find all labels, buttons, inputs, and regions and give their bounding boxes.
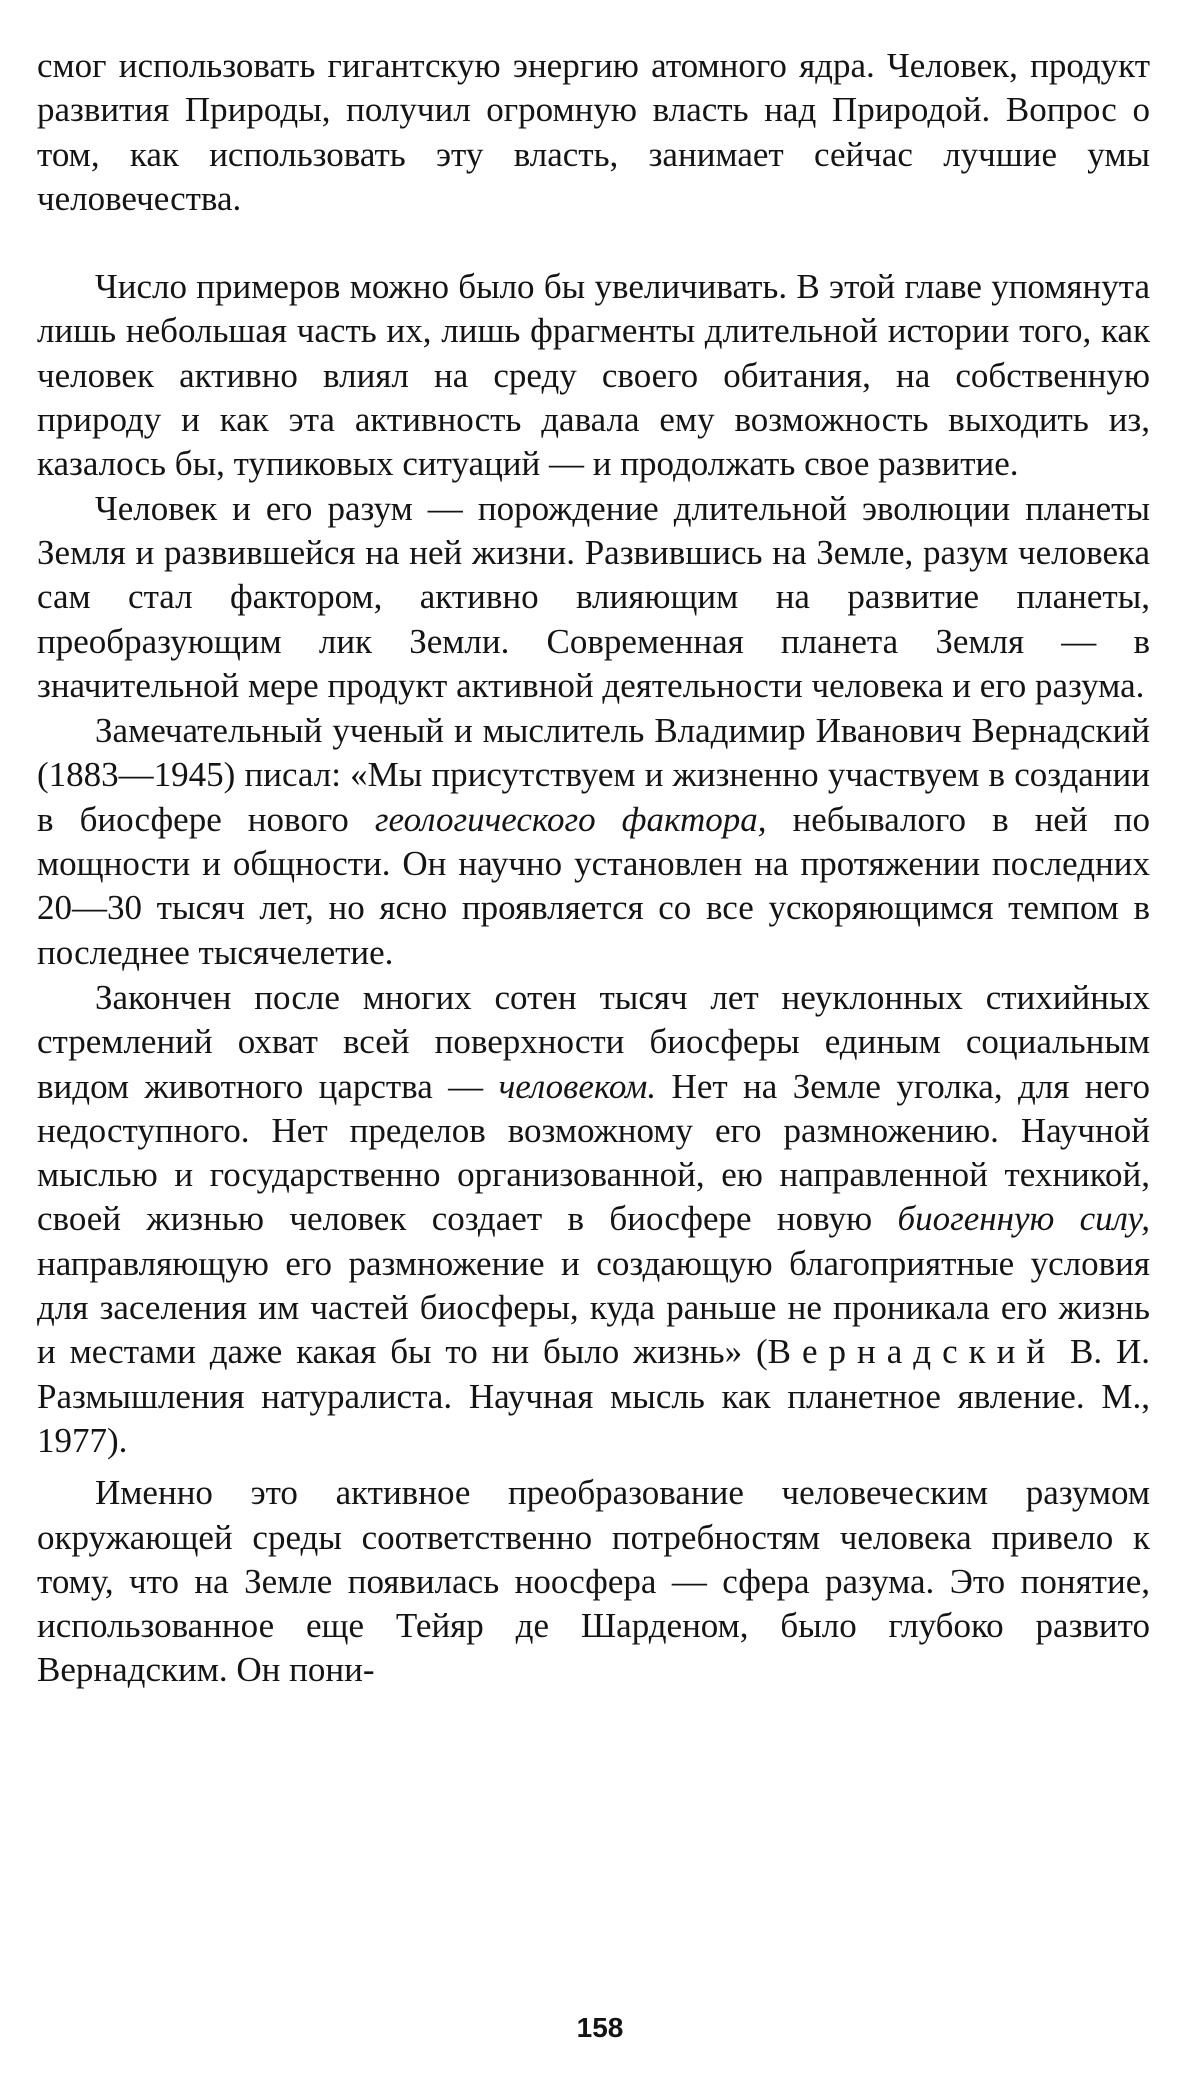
emphasis-biogenic-force: биогенную силу, [897,1199,1151,1239]
emphasis-geological-factor: геологического фактора, [374,799,767,839]
paragraph-quote-continuation [37,976,1150,1463]
quote-text: направляющую его размножение и создающую благоприятные условия для заселения им частей биосферы, куда раньше не проникала его жизнь и местами даже какая бы то ни было жизнь» ( [37,1243,1150,1372]
paragraph-continuation: смог использовать гигантскую энергию атомного ядра. Человек, продукт развития Природы, получил огромную власть над Природой. Вопрос о том, как использовать эту власть, занимает сейчас лучшие умы человечества. [37,46,1150,218]
paragraph-vernadsky-quote [37,709,1150,975]
paragraph-examples: Число примеров можно было бы увеличивать. В этой главе упомянута лишь небольшая часть их, лишь фрагменты длительной истории того, как человек активно влиял на среду своего обитания, на собственную природу и как эта активность давала ему возможность выходить из, казалось бы, тупиковых ситуаций — и продолжать свое развитие. [37,267,1150,484]
quote-text: небывалого в ней по мощности и общности. Он научно установлен на протяжении последних 20—30 тысяч лет, но ясно проявляется со все ускоряющимся темпом в последнее тысячелетие. [37,799,1151,972]
page-number: 158 [576,2012,624,2043]
quote-text: Закончен после многих сотен тысяч лет неуклонных стихийных стремлений охват всей поверхности биосферы единым социальным видом животного царства — [37,977,1150,1106]
paragraph-human-mind: Человек и его разум — порождение длительной эволюции планеты Земля и развившейся на ней жизни. Развившись на Земле, разум человека сам стал фактором, активно влияющим на развитие планеты, преобразующим лик Земли. Современная планета Земля — в значительной мере продукт активной деятельности человека и его разума. [37,488,1150,705]
emphasis-human: человеком. [498,1066,657,1106]
paragraph-gap [37,221,1150,265]
quote-text: Замечательный ученый и мыслитель Владимир Иванович Вернадский (1883—1945) писал: «Мы присутствуем и жизненно участвуем в создании в биосфере нового [37,711,1150,839]
citation-author: Вернадский [767,1332,1057,1372]
quote-text: Нет на Земле уголка, для него недоступного. Нет пределов возможному его размножению. Научной мыслью и государственно организованной, ею направленной техникой, своей жизнью человек создает в биосфере новую [37,1066,1150,1239]
citation-source: В. И. Размышления натуралиста. Научная мысль как планетное явление. М., 1977). [37,1332,1151,1460]
paragraph-noosphere: Именно это активное преобразование человеческим разумом окружающей среды соответственно потребностям человека привело к тому, что на Земле появилась ноосфера — сфера разума. Это понятие, использованное еще Тейяр де Шарденом, было глубоко развито Вернадским. Он пони- [37,1473,1150,1690]
